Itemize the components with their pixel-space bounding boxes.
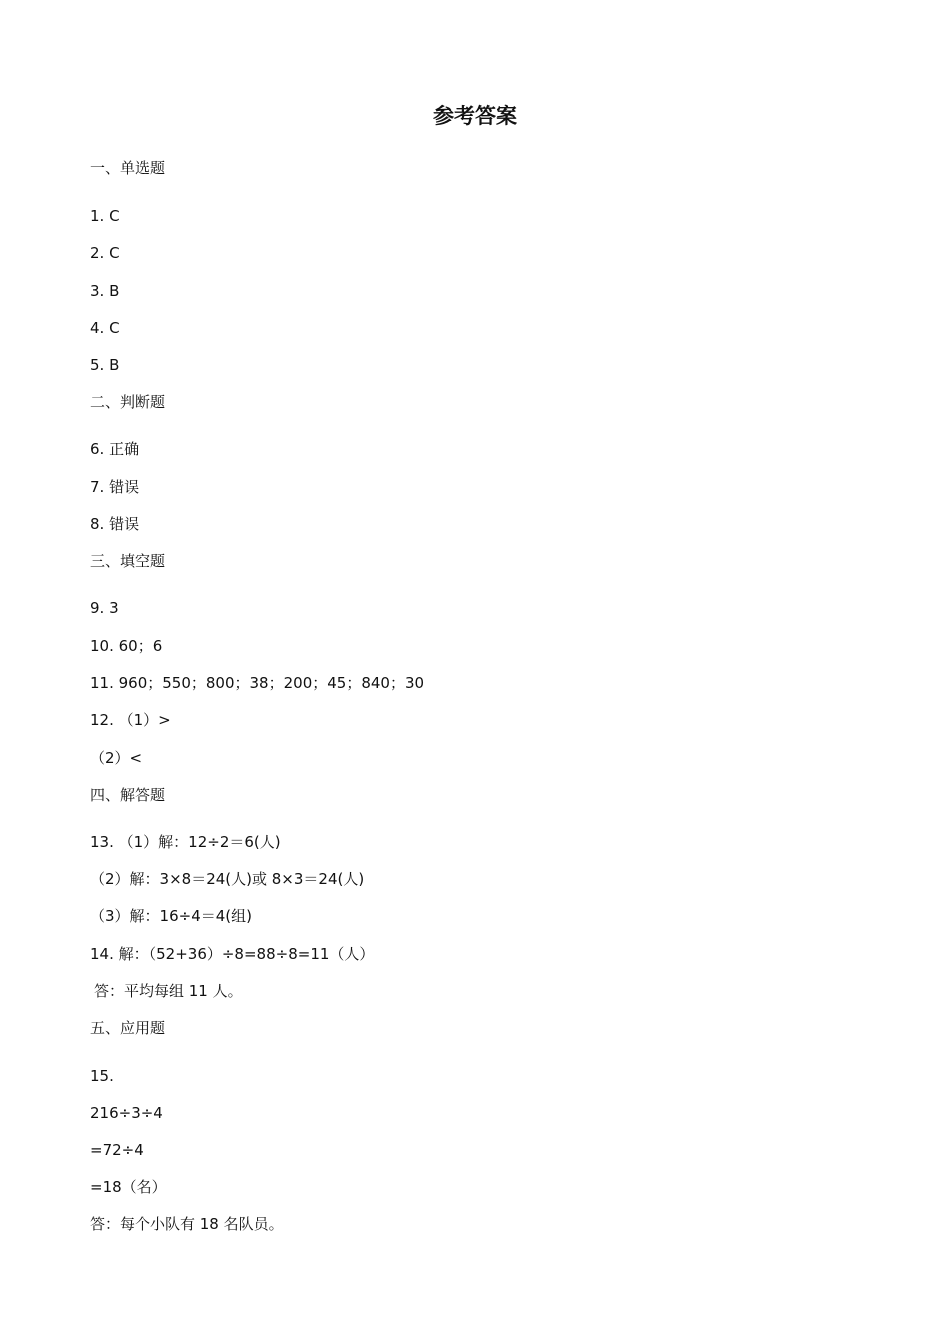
answer-13-part-1: 13. （1）解：12÷2＝6(人) [90, 833, 281, 851]
answer-14-conclusion: 答：平均每组 11 人。 [94, 982, 243, 1000]
answer-13-part-3: （3）解：16÷4＝4(组) [90, 907, 252, 925]
page-title: 参考答案 [433, 104, 517, 128]
answer-13-part-2: （2）解：3×8＝24(人)或 8×3＝24(人) [90, 870, 365, 888]
section-heading-single-choice: 一、单选题 [90, 159, 166, 177]
section-heading-fill-blank: 三、填空题 [90, 552, 166, 570]
answer-15-step-3: =18（名） [90, 1178, 167, 1196]
answer-15-step-2: =72÷4 [90, 1141, 144, 1159]
answer-3: 3. B [90, 282, 120, 300]
answer-11: 11. 960；550；800；38；200；45；840；30 [90, 674, 425, 692]
answer-7: 7. 错误 [90, 478, 140, 496]
answer-8: 8. 错误 [90, 515, 140, 533]
answer-15-step-1: 216÷3÷4 [90, 1104, 163, 1122]
answer-6: 6. 正确 [90, 440, 140, 458]
answer-9: 9. 3 [90, 599, 119, 617]
answer-4: 4. C [90, 319, 120, 337]
section-heading-solve: 四、解答题 [90, 786, 166, 804]
answer-12-part-1: 12. （1）> [90, 711, 171, 729]
answer-2: 2. C [90, 244, 120, 262]
answer-12-part-2: （2）< [90, 749, 143, 767]
section-heading-true-false: 二、判断题 [90, 393, 166, 411]
section-heading-application: 五、应用题 [90, 1019, 166, 1037]
answer-5: 5. B [90, 356, 120, 374]
answer-15-conclusion: 答：每个小队有 18 名队员。 [90, 1215, 284, 1233]
answer-14-solution: 14. 解：（52+36）÷8=88÷8=11（人） [90, 945, 375, 963]
answer-10: 10. 60；6 [90, 637, 163, 655]
answer-15-number: 15. [90, 1067, 114, 1085]
answer-1: 1. C [90, 207, 120, 225]
